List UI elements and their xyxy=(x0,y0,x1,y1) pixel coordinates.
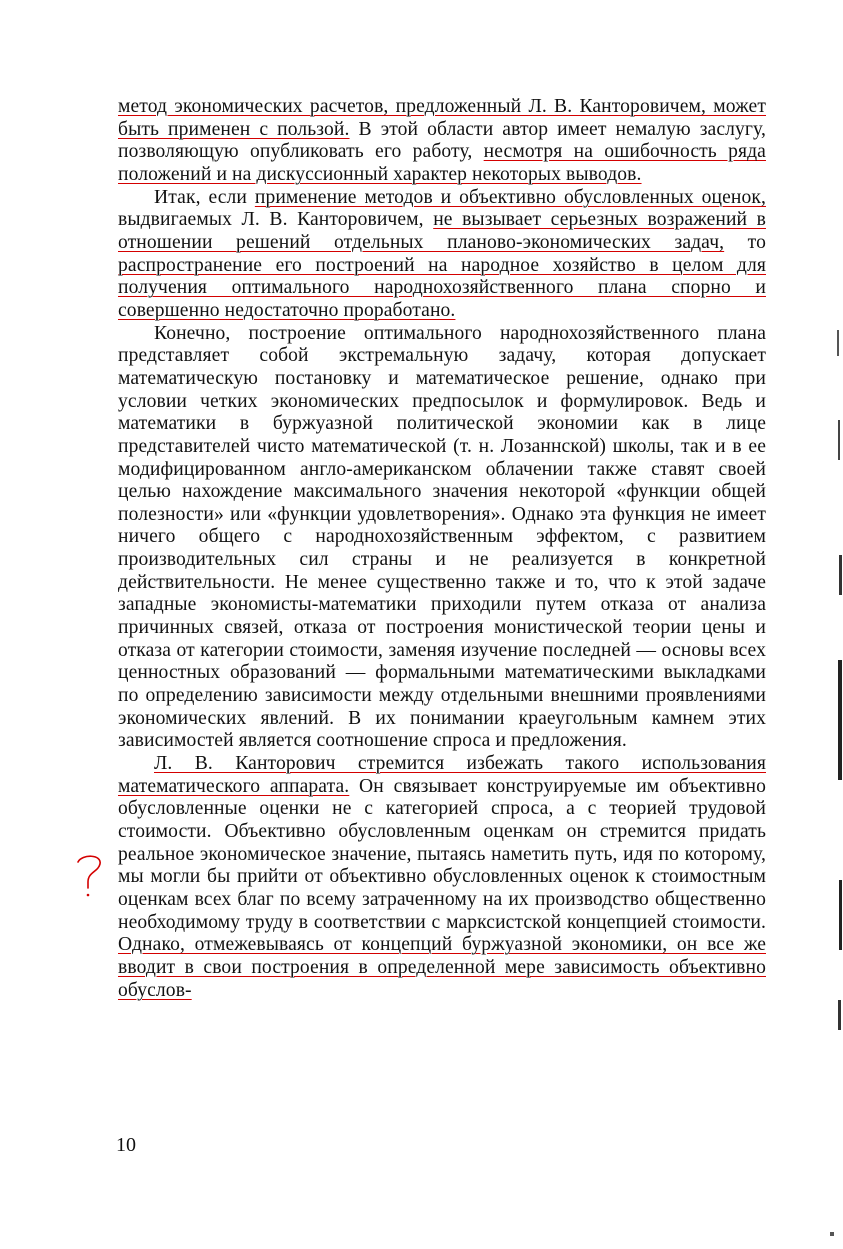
page-number: 10 xyxy=(116,1134,136,1156)
page-text xyxy=(118,96,766,1002)
underlined-text: Однако, отмежевываясь от концепций буржуазной экономики, он все же вводит в свои построения в определенной мере зависимость объективно обуслов- xyxy=(118,934,766,1001)
underlined-text: не вызывает серьезных возражений в отношении решений отдельных планово-экономических задач, xyxy=(118,209,766,253)
underlined-text: применение методов и объективно обусловленных оценок, xyxy=(254,186,766,208)
underlined-text: распространение его построений на народное хозяйство в целом для получения оптимального народнохозяйственного плана спорно и совершенно недостаточно проработано. xyxy=(118,254,766,321)
underlined-text: Л. В. Канторович стремится избежать такого использования математического аппарата. xyxy=(118,753,766,797)
paragraph xyxy=(118,96,766,187)
paragraph xyxy=(118,323,766,753)
underlined-text: метод экономических расчетов, предложенный Л. В. Канторовичем, может быть применен с пользой. xyxy=(118,96,766,140)
text-segment: выдвигаемых Л. В. Канторовичем, xyxy=(118,209,434,231)
text-segment: Он связывает конструируемые им объективно обусловленные оценки не с категорией спроса, а с теорией трудовой стоимости. Объективно обусловленным оценкам он стремится придать реальное экономическое значение, пытаясь наметить путь, идя по которому, мы могли бы прийти от объективно обусловленных оценок к стоимостным оценкам всех благ по всему затраченному на их производство общественно необходимому труду в соответствии с марксистской концепцией стоимости. xyxy=(118,775,766,933)
text-segment: Итак, если xyxy=(154,186,255,208)
paragraph xyxy=(118,187,766,323)
paragraph xyxy=(118,753,766,1002)
question-mark-annotation-icon xyxy=(72,852,112,900)
text-segment: В этой области автор имеет немалую заслугу, позволяющую опубликовать его работу, xyxy=(118,118,766,163)
text-segment: Конечно, построение оптимального народнохозяйственного плана представляет собой экстремальную задачу, которая допускает математическую постановку и математическое решение, однако при условии четких экономических предпосылок и формулировок. Ведь и математики в буржуазной политической экономии как в лице представителей чисто математической (т. н. Лозаннской) школы, так и в ее модифицированном англо-американском облачении также ставят своей целью нахождение максимального значения некоторой «функции общей полезности» или «функции удовлетворения». Однако эта функция не имеет ничего общего с народнохозяйственным эффектом, с развитием производительных сил страны и не реализуется в конкретной действительности. Не менее существенно также и то, что к этой задаче западные экономисты-математики приходили путем отказа от анализа причинных связей, отказа от построения монистической теории цены и отказа от категории стоимости, заменяя изучение последней — основы всех ценностных образований — формальными математическими выкладками по определению зависимости между отдельными внешними проявлениями экономических явлений. В их понимании краеугольным камнем этих зависимостей является соотношение спроса и предложения. xyxy=(118,322,766,752)
text-segment: то xyxy=(724,231,766,253)
underlined-text: несмотря на ошибочность ряда положений и на дискуссионный характер некоторых выводов. xyxy=(118,141,766,185)
scan-edge-marks-icon xyxy=(826,0,843,1249)
